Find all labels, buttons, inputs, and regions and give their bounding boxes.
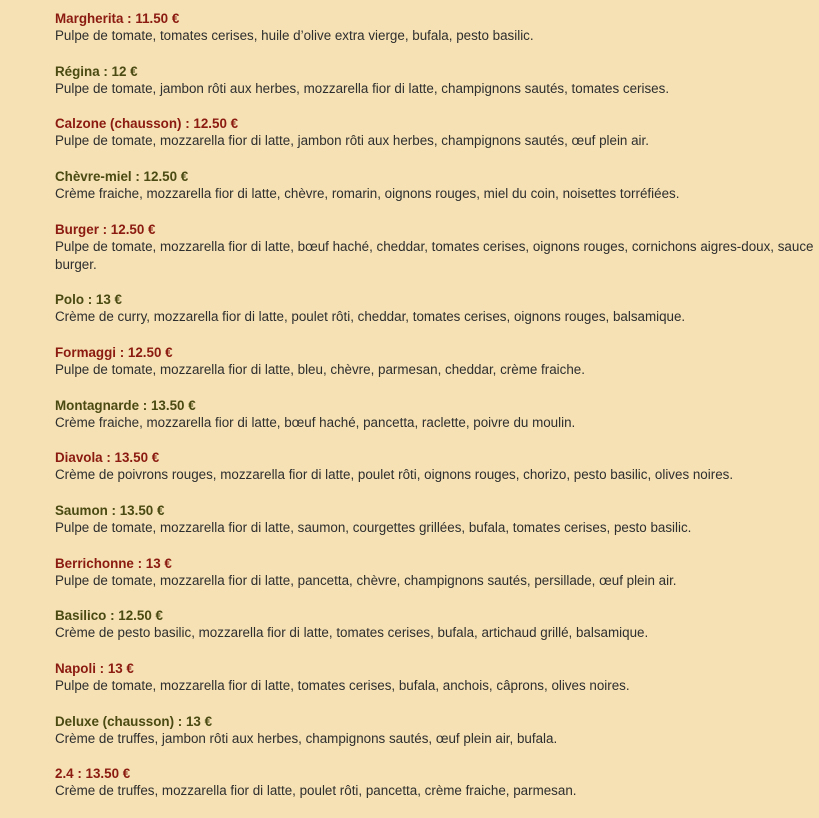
menu-item-description: Crème de truffes, mozzarella fior di latte, poulet rôti, pancetta, crème fraiche, parmesan. (55, 783, 577, 799)
menu-item-description: Crème fraiche, mozzarella fior di latte, chèvre, romarin, oignons rouges, miel du coin, noisettes torréfiées. (55, 186, 680, 202)
clipped-heading-fragment (50, 0, 610, 1)
menu-item-description: Pulpe de tomate, mozzarella fior di latte, bleu, chèvre, parmesan, cheddar, crème fraiche. (55, 361, 585, 377)
menu-item-title: Napoli : 13 € (55, 661, 134, 677)
menu-item-title: 2.4 : 13.50 € (55, 766, 131, 782)
menu-item (55, 502, 817, 555)
menu-item-title: Berrichonne : 13 € (55, 555, 172, 571)
menu-item (55, 449, 817, 502)
menu-item-title: Margherita : 11.50 € (55, 11, 180, 26)
menu-item-title: Régina : 12 € (55, 63, 138, 79)
menu-item-title: Chèvre-miel : 12.50 € (55, 169, 189, 185)
menu-item (55, 660, 817, 713)
menu-item-description: Crème de pesto basilic, mozzarella fior di latte, tomates cerises, bufala, artichaud grillé, balsamique. (55, 625, 649, 641)
menu-item-description: Crème de truffes, jambon rôti aux herbes, champignons sautés, œuf plein air, bufala. (55, 730, 558, 746)
menu-item (55, 115, 817, 168)
menu-item-description: Pulpe de tomate, mozzarella fior di latte, pancetta, chèvre, champignons sautés, persillade, œuf plein air. (55, 572, 677, 588)
menu-item-title: Calzone (chausson) : 12.50 € (55, 116, 239, 132)
menu-item-description: Crème fraiche, mozzarella fior di latte, bœuf haché, pancetta, raclette, poivre du moulin. (55, 414, 576, 430)
menu-item (55, 291, 817, 344)
menu-item-title: Diavola : 13.50 € (55, 450, 160, 466)
menu-item-title: Burger : 12.50 € (55, 221, 156, 237)
menu-item-description: Pulpe de tomate, mozzarella fior di latte, bœuf haché, cheddar, tomates cerises, oignons rouges, cornichons aigres-doux, sauce burger. (55, 238, 814, 272)
menu-item-description: Pulpe de tomate, jambon rôti aux herbes, mozzarella fior di latte, champignons sautés, tomates cerises. (55, 80, 670, 96)
menu-item-description: Pulpe de tomate, mozzarella fior di latte, saumon, courgettes grillées, bufala, tomates cerises, pesto basilic. (55, 520, 692, 535)
pizza-menu-list (55, 10, 817, 818)
menu-item-description: Pulpe de tomate, mozzarella fior di latte, jambon rôti aux herbes, champignons sautés, œuf plein air. (55, 133, 649, 149)
menu-item-title: Deluxe (chausson) : 13 € (55, 713, 213, 729)
menu-item (55, 10, 817, 63)
menu-item (55, 221, 817, 292)
menu-item-title: Basilico : 12.50 € (55, 608, 163, 624)
menu-item-title: Montagnarde : 13.50 € (55, 397, 196, 413)
menu-item (55, 63, 817, 116)
menu-item (55, 397, 817, 450)
menu-item (55, 555, 817, 608)
menu-item-description: Crème de curry, mozzarella fior di latte, poulet rôti, cheddar, tomates cerises, oignons rouges, balsamique. (55, 309, 686, 325)
menu-item (55, 168, 817, 221)
menu-item (55, 765, 817, 818)
menu-item (55, 713, 817, 766)
menu-item-description: Pulpe de tomate, tomates cerises, huile d’olive extra vierge, bufala, pesto basilic. (55, 28, 534, 43)
menu-item-description: Crème de poivrons rouges, mozzarella fior di latte, poulet rôti, oignons rouges, chorizo, pesto basilic, olives noires. (55, 467, 734, 483)
menu-item-description: Pulpe de tomate, mozzarella fior di latte, tomates cerises, bufala, anchois, câprons, olives noires. (55, 678, 630, 694)
menu-item-title: Polo : 13 € (55, 292, 122, 308)
menu-item (55, 344, 817, 397)
menu-item-title: Formaggi : 12.50 € (55, 344, 173, 360)
menu-item (55, 607, 817, 660)
menu-item-title: Saumon : 13.50 € (55, 503, 165, 518)
